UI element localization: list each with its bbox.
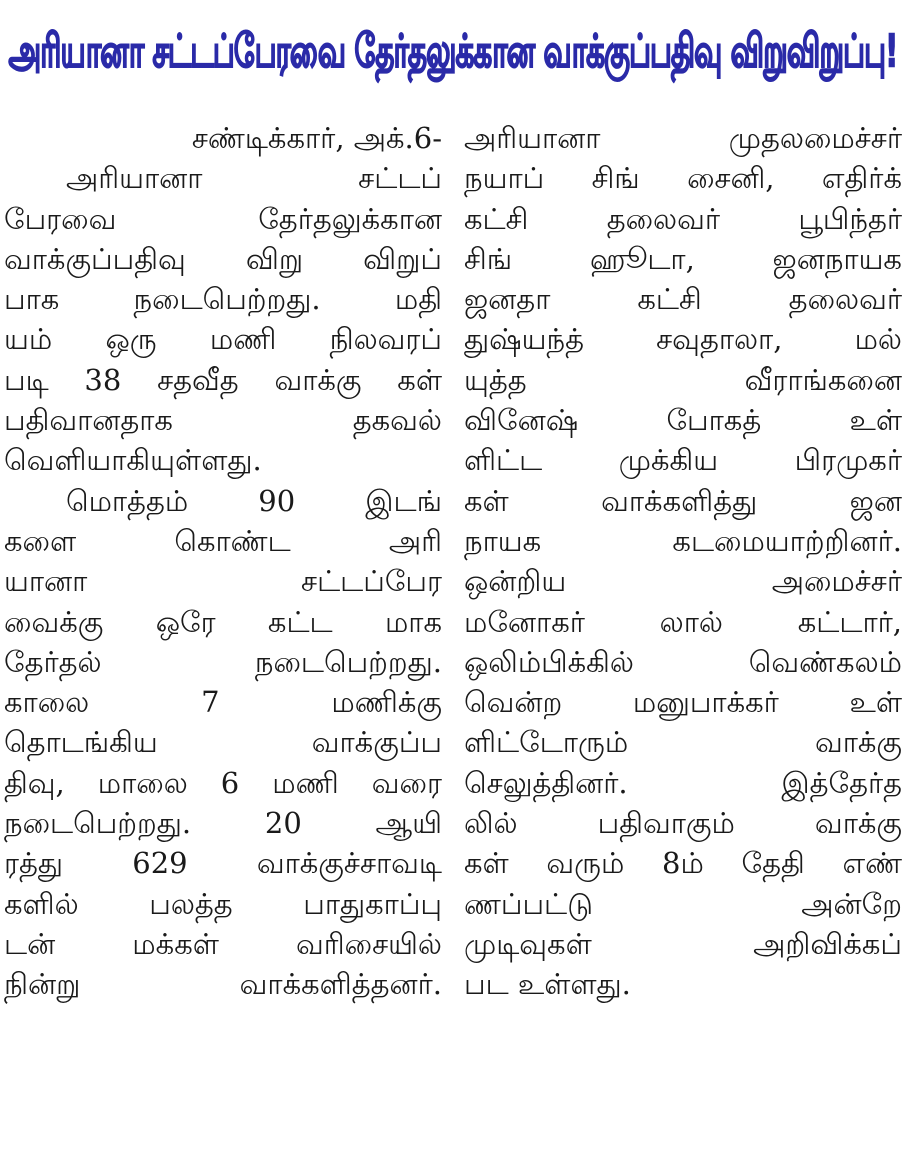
text-line: ஒன்றிய அமைச்சர் xyxy=(464,564,902,599)
text-line: ஒலிம்பிக்கில் வெண்கலம் xyxy=(464,644,902,679)
text-line: பேரவை தேர்தலுக்கான xyxy=(4,201,442,236)
text-line: செலுத்தினர். இத்தேர்த xyxy=(464,765,902,800)
text-line: வைக்கு ஒரே கட்ட மாக xyxy=(4,604,442,639)
text-line: பட உள்ளது. xyxy=(464,967,631,1002)
text-line: களை கொண்ட அரி xyxy=(4,523,442,558)
text-line: களில் பலத்த பாதுகாப்பு xyxy=(4,886,442,921)
text-line: ணப்பட்டு அன்றே xyxy=(464,886,902,921)
text-line: முடிவுகள் அறிவிக்கப் xyxy=(464,926,902,961)
text-line: தேர்தல் நடைபெற்றது. xyxy=(4,644,442,679)
text-line: மனோகர் லால் கட்டார், xyxy=(464,604,902,639)
text-line: கள் வரும் 8ம் தேதி எண் xyxy=(464,846,902,881)
text-line: தொடங்கிய வாக்குப்ப xyxy=(4,725,442,760)
text-line: ரத்து 629 வாக்குச்சாவடி xyxy=(4,846,442,881)
text-line: திவு, மாலை 6 மணி வரை xyxy=(4,765,442,800)
text-line: யம் ஒரு மணி நிலவரப் xyxy=(4,322,442,357)
text-line: யுத்த வீராங்கனை xyxy=(464,362,902,397)
text-line: அரியானா சட்டப் xyxy=(66,161,442,196)
article-column-right xyxy=(464,118,902,1005)
text-line: கட்சி தலைவர் பூபிந்தர் xyxy=(464,201,902,236)
text-line: ளிட்ட முக்கிய பிரமுகர் xyxy=(464,443,902,478)
text-line: வாக்குப்பதிவு விறு விறுப் xyxy=(4,241,442,276)
text-line: லில் பதிவாகும் வாக்கு xyxy=(464,806,902,841)
text-line: பாக நடைபெற்றது. மதி xyxy=(4,282,442,317)
text-line: நாயக கடமையாற்றினர். xyxy=(464,523,902,558)
headline xyxy=(0,0,906,108)
article-column-left xyxy=(4,118,442,1005)
text-line: நின்று வாக்களித்தனர். xyxy=(4,967,442,1002)
text-line: அரியானா முதலமைச்சர் xyxy=(464,121,902,155)
text-line: வினேஷ் போகத் உள் xyxy=(464,403,902,438)
text-line: மொத்தம் 90 இடங் xyxy=(66,483,442,518)
text-line: ளிட்டோரும் வாக்கு xyxy=(464,725,902,760)
text-line: நயாப் சிங் சைனி, எதிர்க் xyxy=(464,161,902,196)
headline-text: அரியானா சட்டப்பேரவை தேர்தலுக்கான வாக்குப்பதிவு விறுவிறுப்பு! xyxy=(8,24,898,78)
dateline: சண்டிக்கார், அக்.6- xyxy=(191,121,442,155)
text-line: படி 38 சதவீத வாக்கு கள் xyxy=(4,362,442,397)
text-line: பதிவானதாக தகவல் xyxy=(4,403,442,438)
text-line: துஷ்யந்த் சவுதாலா, மல் xyxy=(464,322,902,357)
text-line: வென்ற மனுபாக்கர் உள் xyxy=(464,685,902,720)
text-line: யானா சட்டப்பேர xyxy=(4,564,442,599)
text-line: கள் வாக்களித்து ஜன xyxy=(464,483,902,518)
text-line: டன் மக்கள் வரிசையில் xyxy=(4,926,442,961)
text-line: நடைபெற்றது. 20 ஆயி xyxy=(4,806,442,841)
text-line: சிங் ஹூடா, ஜனநாயக xyxy=(464,241,902,276)
text-line: ஜனதா கட்சி தலைவர் xyxy=(464,282,902,317)
text-line: வெளியாகியுள்ளது. xyxy=(4,443,262,478)
text-line: காலை 7 மணிக்கு xyxy=(4,685,442,720)
